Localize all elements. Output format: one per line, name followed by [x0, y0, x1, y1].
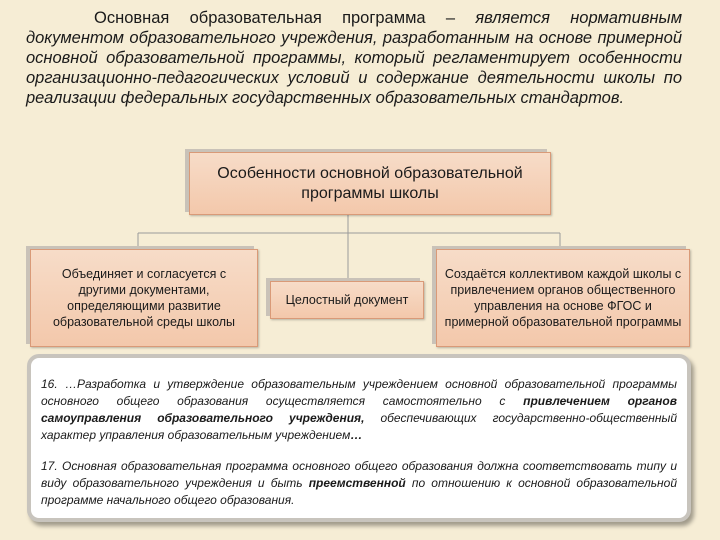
diagram-title: Особенности основной образовательной программы школы	[217, 164, 523, 202]
note-16	[41, 376, 677, 444]
intro-dash: –	[445, 9, 456, 27]
notes-panel	[27, 354, 691, 522]
note-16-ellipsis: …	[350, 428, 363, 442]
note-16-bold: привлечением органов самоуправления образовательного учреждения,	[41, 394, 677, 425]
feature-box-middle	[270, 281, 424, 319]
feature-box-right	[436, 249, 690, 347]
note-17-part-a: 17. Основная образовательная программа основного общего образования должна соответствовать типу и виду образовательного учреждения и быть	[41, 459, 677, 490]
feature-right-text: Создаётся коллективом каждой школы с привлечением органов общественного управления на основе ФГОС и примерной образовательной программы	[444, 267, 682, 329]
intro-term: Основная образовательная программа	[94, 9, 426, 27]
feature-box-left	[30, 249, 258, 347]
note-17	[41, 458, 677, 509]
diagram-title-box	[189, 152, 551, 215]
feature-middle-text: Целостный документ	[285, 293, 409, 307]
feature-left-text: Объединяет и согласуется с другими документами, определяющими развитие образовательной среды школы	[52, 267, 236, 329]
note-17-part-c: по отношению к основной образовательной программе начального общего образования.	[41, 476, 677, 507]
intro-text: является нормативным документом образовательного учреждения, разработанным на основе примерной основной образовательной программы, который регламентирует особенности организационно-педагогических условий и содержание деятельности школы по реализации федеральных государственных образовательных стандартов.	[26, 9, 683, 107]
note-17-bold: преемственной	[308, 476, 406, 490]
note-16-part-c: обеспечивающих государственно-общественный характер управления образовательным учреждением	[41, 411, 677, 442]
note-16-part-a: 16. …Разработка и утверждение образовательным учреждением основной образовательной программы основного общего образования осуществляется самостоятельно с	[41, 377, 677, 408]
